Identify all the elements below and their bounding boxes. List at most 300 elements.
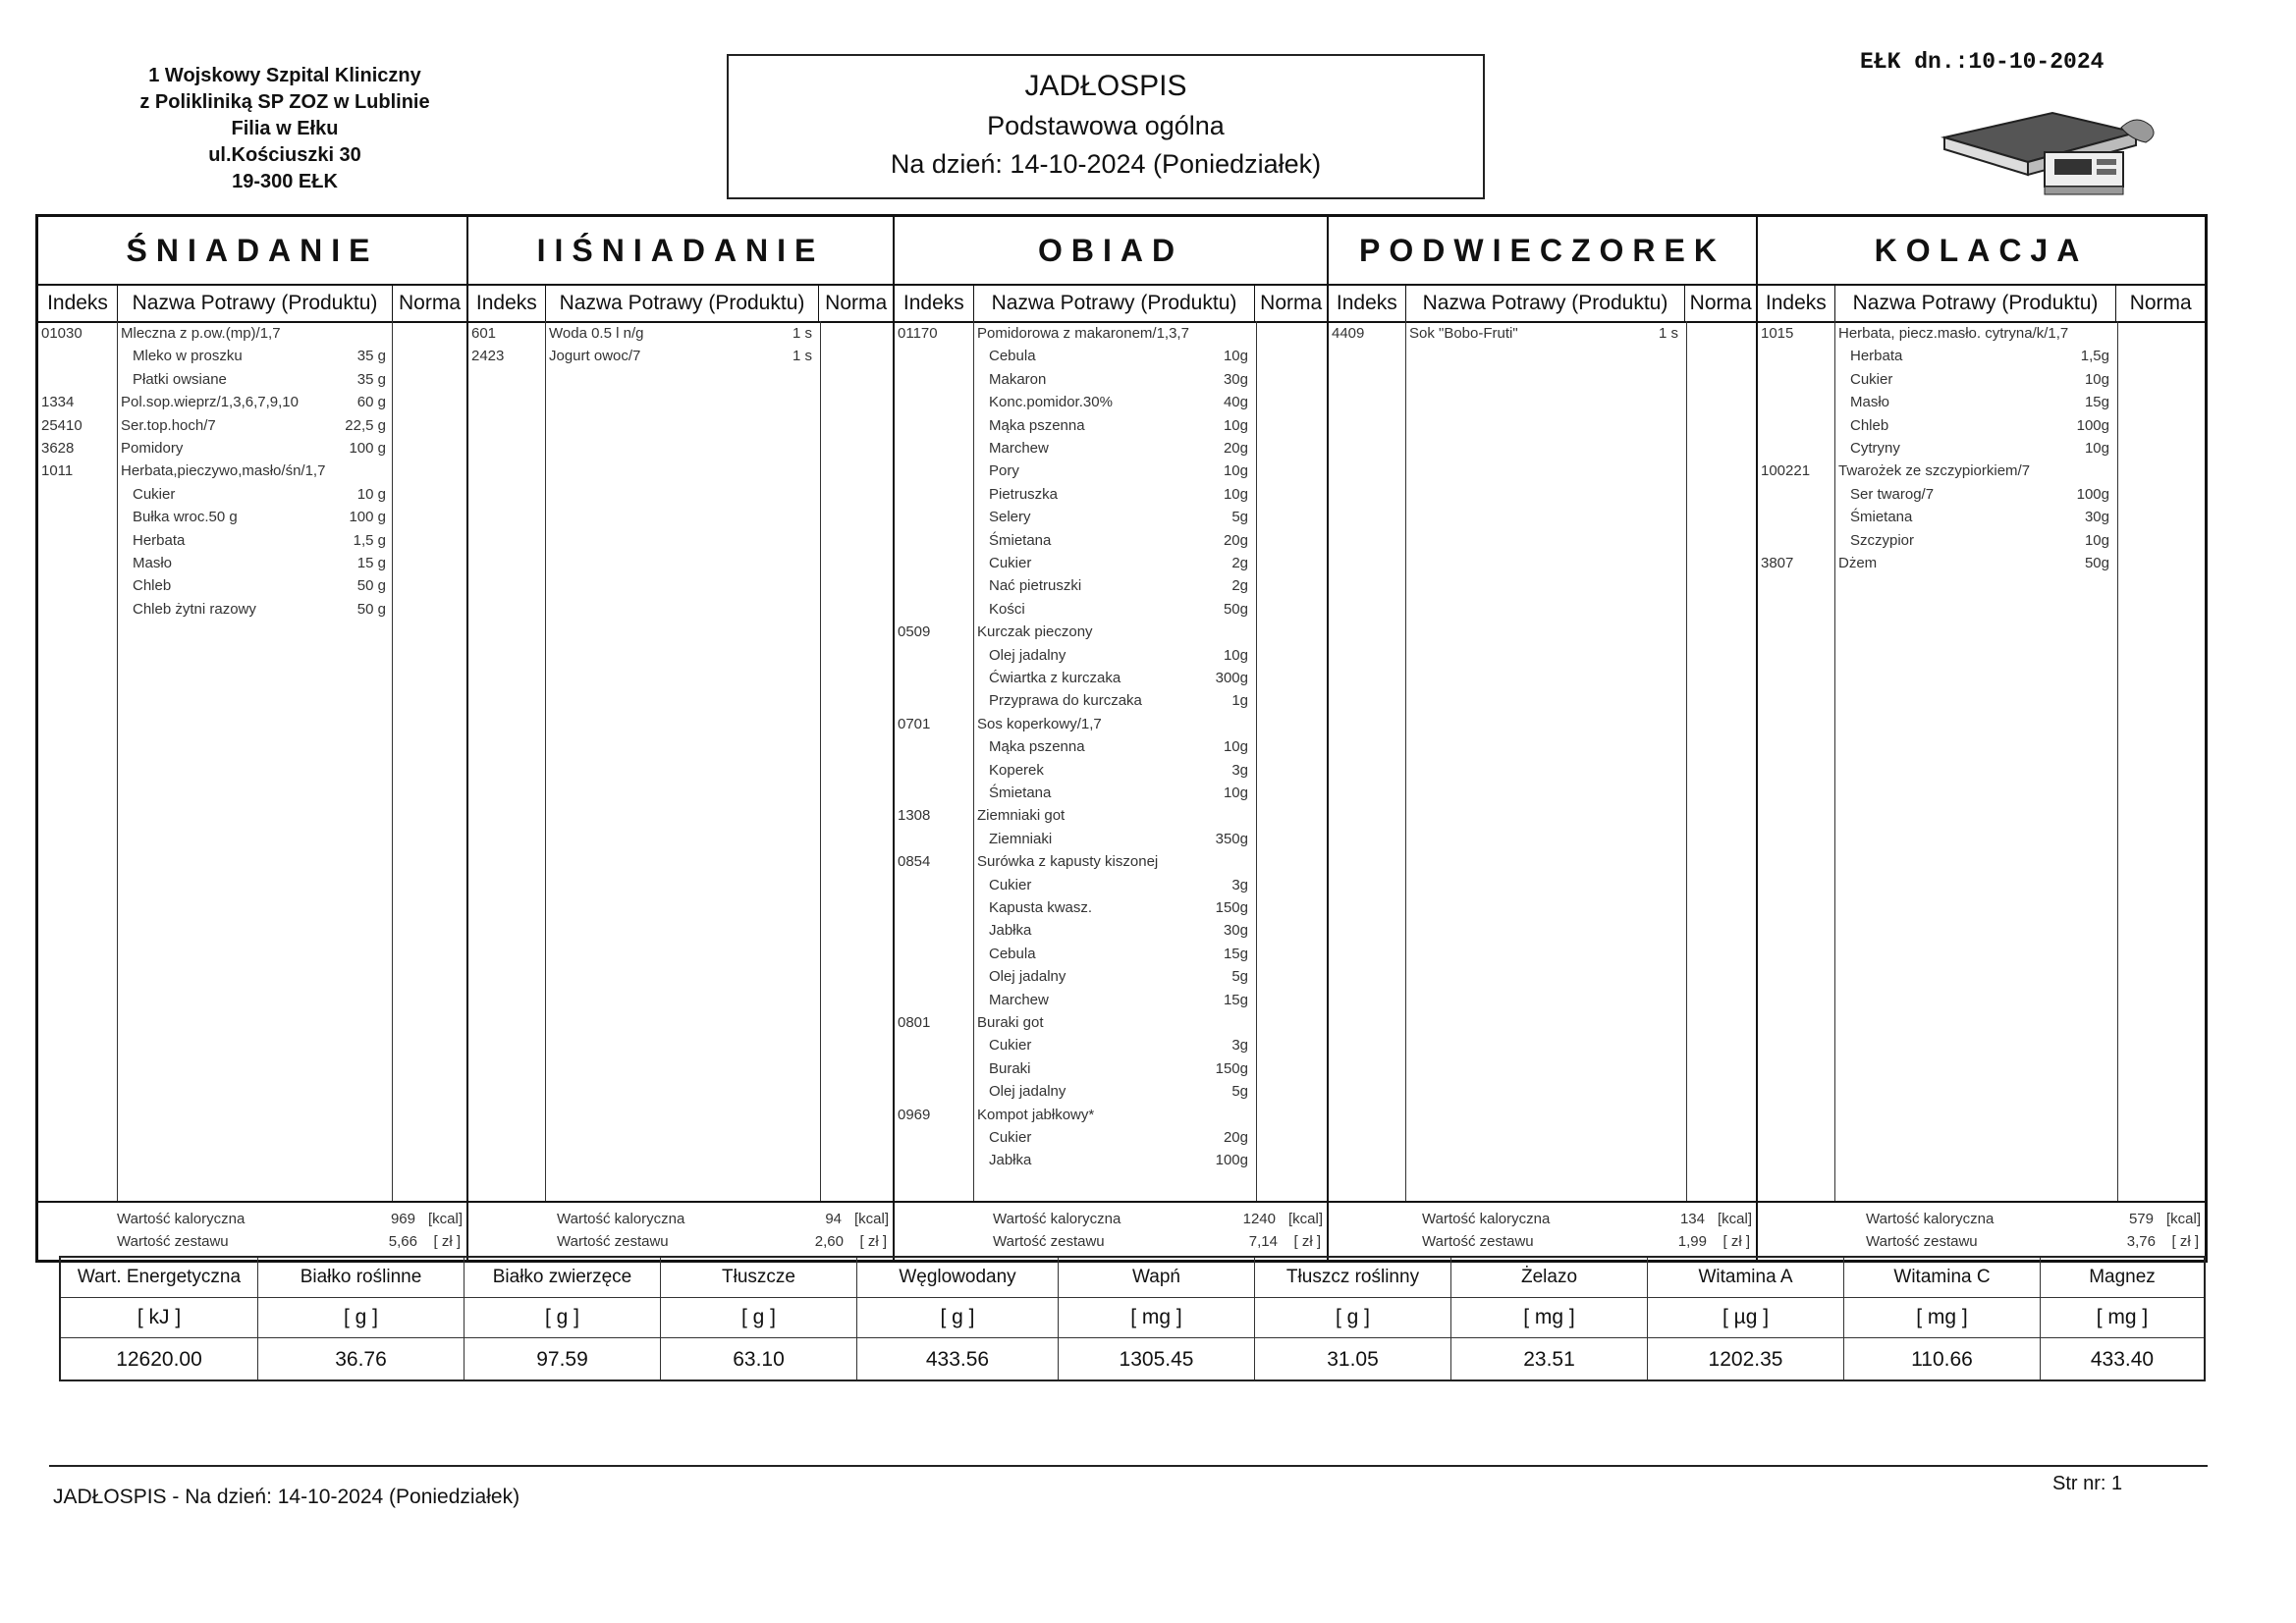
row-name: Buraki — [989, 1059, 1031, 1077]
nutrient-column — [1450, 1258, 1647, 1380]
row-norm: 15g — [1223, 945, 1248, 962]
row-index: 1015 — [1761, 325, 1794, 342]
kcal-unit: [kcal] — [1717, 1211, 1752, 1227]
row-norm: 10g — [1223, 348, 1248, 365]
nutrient-column — [2040, 1258, 2204, 1380]
nutrient-unit: [ g ] — [1255, 1298, 1450, 1338]
row-norm: 10g — [2084, 370, 2109, 388]
menu-row — [895, 462, 1327, 485]
row-name: Olej jadalny — [989, 968, 1066, 986]
row-norm: 40g — [1223, 394, 1248, 411]
meal-title: KOLACJA — [1758, 217, 2205, 286]
row-norm: 50g — [2084, 555, 2109, 571]
meal-items — [1329, 321, 1756, 1203]
meal-items — [38, 321, 466, 1203]
nutrient-name: Tłuszcz roślinny — [1255, 1258, 1450, 1298]
row-name: Kurczak pieczony — [977, 623, 1093, 641]
row-norm: 30g — [2084, 509, 2109, 526]
row-name: Kości — [989, 600, 1025, 618]
nutrient-column — [1647, 1258, 1843, 1380]
menu-row — [895, 946, 1327, 968]
row-name: Cebula — [989, 945, 1036, 962]
column-header-name: Nazwa Potrawy (Produktu) — [545, 286, 819, 321]
nutrient-value: 1305.45 — [1119, 1348, 1194, 1371]
row-name: Twarożek ze szczypiorkiem/7 — [1838, 462, 2031, 480]
row-norm: 100 g — [349, 509, 386, 526]
row-name: Herbata — [133, 531, 186, 549]
cost-label: Wartość zestawu — [993, 1233, 1105, 1250]
meal-title: PODWIECZOREK — [1329, 217, 1756, 286]
menu-row — [895, 784, 1327, 807]
nutrient-column — [257, 1258, 464, 1380]
row-norm: 5g — [1231, 1083, 1248, 1101]
row-norm: 15 g — [356, 555, 386, 571]
row-name: Woda 0.5 l n/g — [549, 325, 644, 342]
column-header-norm: Norma — [2115, 286, 2205, 321]
menu-row — [38, 371, 466, 394]
printer-icon — [1935, 108, 2165, 196]
menu-row — [38, 348, 466, 370]
row-index: 0969 — [898, 1106, 931, 1123]
nutrient-column — [1843, 1258, 2040, 1380]
row-name: Śmietana — [989, 531, 1052, 549]
column-header-norm: Norma — [1684, 286, 1756, 321]
row-norm: 2g — [1231, 555, 1248, 571]
row-index: 2423 — [471, 348, 505, 365]
hospital-line: 1 Wojskowy Szpital Kliniczny — [148, 65, 421, 86]
row-name: Mleko w proszku — [133, 348, 243, 365]
row-index: 25410 — [41, 416, 82, 434]
row-name: Herbata, piecz.masło. cytryna/k/1,7 — [1838, 325, 2069, 342]
kcal-label: Wartość kaloryczna — [557, 1211, 685, 1227]
menu-row — [895, 532, 1327, 555]
menu-row — [895, 738, 1327, 761]
row-index: 3807 — [1761, 555, 1794, 571]
nutrient-name: Witamina A — [1648, 1258, 1843, 1298]
menu-row — [1758, 555, 2205, 577]
menu-row — [38, 417, 466, 440]
row-name: Mąka pszenna — [989, 416, 1085, 434]
column-header-name: Nazwa Potrawy (Produktu) — [117, 286, 392, 321]
column-header-index: Indeks — [47, 292, 108, 314]
row-name: Herbata — [1850, 348, 1903, 365]
row-name: Herbata,pieczywo,masło/śn/1,7 — [121, 462, 326, 480]
menu-row — [38, 532, 466, 555]
row-name: Cebula — [989, 348, 1036, 365]
nutrient-name: Węglowodany — [857, 1258, 1058, 1298]
menu-row — [1758, 394, 2205, 416]
nutrient-unit: [ µg ] — [1648, 1298, 1843, 1338]
menu-row — [895, 670, 1327, 692]
column-header-norm: Norma — [392, 286, 466, 321]
row-name: Jabłka — [989, 922, 1032, 940]
meal-items — [895, 321, 1327, 1203]
cost-label: Wartość zestawu — [557, 1233, 669, 1250]
menu-row — [895, 394, 1327, 416]
menu-row — [895, 992, 1327, 1014]
nutrient-unit: [ mg ] — [1059, 1298, 1254, 1338]
kcal-unit: [kcal] — [427, 1211, 463, 1227]
column-header-norm: Norma — [1254, 286, 1327, 321]
row-name: Olej jadalny — [989, 1083, 1066, 1101]
meal-title: OBIAD — [895, 217, 1327, 286]
row-name: Przyprawa do kurczaka — [989, 692, 1142, 710]
nutrient-column — [61, 1258, 257, 1380]
row-name: Ziemniaki — [989, 830, 1053, 847]
menu-row — [1329, 325, 1756, 348]
menu-row — [895, 877, 1327, 899]
row-name: Ćwiartka z kurczaka — [989, 670, 1121, 686]
nutrient-column — [1254, 1258, 1450, 1380]
cost-label: Wartość zestawu — [1422, 1233, 1534, 1250]
nutrient-value: 1202.35 — [1708, 1348, 1783, 1371]
title-box — [727, 54, 1485, 199]
row-name: Śmietana — [989, 784, 1052, 801]
row-index: 1334 — [41, 394, 75, 411]
row-name: Ziemniaki got — [977, 807, 1066, 825]
row-name: Chleb — [1850, 416, 1889, 434]
nutrition-table — [59, 1256, 2206, 1381]
kcal-label: Wartość kaloryczna — [1866, 1211, 1995, 1227]
menu-row — [895, 440, 1327, 462]
row-name: Jogurt owoc/7 — [549, 348, 641, 365]
menu-row — [38, 577, 466, 600]
row-name: Koperek — [989, 761, 1044, 779]
row-name: Pietruszka — [989, 485, 1059, 503]
row-index: 1308 — [898, 807, 931, 825]
nutrient-value: 12620.00 — [116, 1348, 202, 1371]
nutrient-name: Tłuszcze — [661, 1258, 856, 1298]
nutrient-unit: [ g ] — [857, 1298, 1058, 1338]
menu-row — [895, 486, 1327, 509]
cost-unit: [ zł ] — [1722, 1233, 1750, 1250]
row-norm: 3g — [1231, 1037, 1248, 1055]
menu-row — [895, 853, 1327, 876]
nutrient-name: Witamina C — [1844, 1258, 2040, 1298]
menu-row — [895, 831, 1327, 853]
column-header-index: Indeks — [475, 292, 537, 314]
meal-title: IIŚNIADANIE — [468, 217, 893, 286]
row-index: 3628 — [41, 440, 75, 457]
row-index: 0854 — [898, 853, 931, 871]
menu-row — [38, 486, 466, 509]
row-norm: 100 g — [349, 440, 386, 457]
row-name: Cukier — [1850, 370, 1893, 388]
row-name: Dżem — [1838, 555, 1878, 571]
menu-row — [895, 1060, 1327, 1083]
page-number: Str nr: 1 — [2052, 1473, 2123, 1494]
kcal-value: 1240 — [1242, 1211, 1276, 1227]
menu-row — [895, 555, 1327, 577]
menu-row — [895, 1014, 1327, 1037]
row-name: Płatki owsiane — [133, 370, 227, 388]
row-name: Cukier — [989, 555, 1032, 571]
menu-row — [1758, 371, 2205, 394]
row-index: 601 — [471, 325, 497, 342]
cost-value: 7,14 — [1248, 1233, 1278, 1250]
meal-summary — [1758, 1201, 2205, 1260]
row-index: 0701 — [898, 715, 931, 732]
menu-row — [895, 968, 1327, 991]
row-norm: 2g — [1231, 577, 1248, 595]
row-name: Buraki got — [977, 1014, 1044, 1031]
cost-unit: [ zł ] — [859, 1233, 887, 1250]
menu-row — [38, 394, 466, 416]
cost-unit: [ zł ] — [1293, 1233, 1321, 1250]
nutrient-name: Wart. Energetyczna — [61, 1258, 257, 1298]
row-norm: 50 g — [356, 600, 386, 618]
nutrient-unit: [ mg ] — [1844, 1298, 2040, 1338]
row-name: Nać pietruszki — [989, 577, 1082, 595]
menu-row — [895, 899, 1327, 922]
kcal-label: Wartość kaloryczna — [117, 1211, 246, 1227]
nutrient-unit: [ mg ] — [1451, 1298, 1647, 1338]
column-headers — [1329, 286, 1756, 323]
menu-row — [1758, 509, 2205, 531]
column-header-name: Nazwa Potrawy (Produktu) — [1405, 286, 1685, 321]
row-index: 0509 — [898, 623, 931, 641]
footer-title: JADŁOSPIS - Na dzień: 14-10-2024 (Poniedziałek) — [53, 1486, 520, 1508]
cost-value: 5,66 — [388, 1233, 417, 1250]
column-header-index: Indeks — [1336, 292, 1397, 314]
nutrient-name: Białko roślinne — [258, 1258, 464, 1298]
row-index: 100221 — [1761, 462, 1811, 480]
meal-column — [38, 217, 466, 1260]
menu-table — [35, 214, 2208, 1263]
row-name: Surówka z kapusty kiszonej — [977, 853, 1159, 871]
row-norm: 35 g — [356, 370, 386, 388]
nutrient-column — [856, 1258, 1058, 1380]
row-norm: 35 g — [356, 348, 386, 365]
menu-date: Na dzień: 14-10-2024 (Poniedziałek) — [890, 149, 1322, 179]
nutrient-column — [464, 1258, 660, 1380]
row-norm: 15g — [1223, 991, 1248, 1008]
meal-summary — [1329, 1201, 1756, 1260]
kcal-value: 969 — [390, 1211, 415, 1227]
column-headers — [1758, 286, 2205, 323]
diet-name: Podstawowa ogólna — [987, 111, 1225, 140]
row-index: 1011 — [41, 462, 74, 480]
row-norm: 22,5 g — [345, 416, 386, 434]
row-name: Sok "Bobo-Fruti" — [1409, 325, 1518, 342]
kcal-label: Wartość kaloryczna — [993, 1211, 1121, 1227]
row-name: Cytryny — [1850, 440, 1900, 457]
nutrient-unit: [ kJ ] — [61, 1298, 257, 1338]
row-name: Chleb żytni razowy — [133, 600, 256, 618]
row-name: Selery — [989, 509, 1031, 526]
row-norm: 20g — [1223, 531, 1248, 549]
column-header-name: Nazwa Potrawy (Produktu) — [973, 286, 1255, 321]
menu-row — [895, 692, 1327, 715]
menu-row — [895, 1152, 1327, 1174]
column-header-index: Indeks — [902, 292, 964, 314]
row-name: Cukier — [989, 1037, 1032, 1055]
column-headers — [38, 286, 466, 323]
hospital-line: z Polikliniką SP ZOZ w Lublinie — [139, 91, 430, 113]
nutrient-value: 433.56 — [925, 1348, 990, 1371]
nutrient-column — [1058, 1258, 1254, 1380]
row-name: Ser.top.hoch/7 — [121, 416, 216, 434]
menu-row — [38, 462, 466, 485]
menu-row — [1758, 532, 2205, 555]
hospital-line: Filia w Ełku — [231, 118, 339, 139]
row-norm: 20g — [1223, 1129, 1248, 1146]
nutrient-value: 31.05 — [1327, 1348, 1379, 1371]
nutrient-value: 36.76 — [335, 1348, 387, 1371]
hospital-line: 19-300 EŁK — [232, 171, 338, 192]
meal-title: ŚNIADANIE — [38, 217, 466, 286]
row-norm: 1,5 g — [353, 531, 386, 549]
menu-row — [1758, 486, 2205, 509]
meal-summary — [895, 1201, 1327, 1260]
row-norm: 100g — [2076, 416, 2109, 434]
row-norm: 3g — [1231, 876, 1248, 893]
row-name: Śmietana — [1850, 509, 1913, 526]
row-norm: 10g — [1223, 646, 1248, 664]
menu-row — [38, 555, 466, 577]
menu-row — [895, 348, 1327, 370]
menu-row — [895, 371, 1327, 394]
row-norm: 10g — [1223, 738, 1248, 756]
column-header-index: Indeks — [1765, 292, 1827, 314]
menu-row — [895, 762, 1327, 784]
row-norm: 350g — [1215, 830, 1248, 847]
row-name: Mąka pszenna — [989, 738, 1085, 756]
menu-row — [38, 325, 466, 348]
row-norm: 1g — [1231, 692, 1248, 710]
row-name: Pol.sop.wieprz/1,3,6,7,9,10 — [121, 394, 299, 411]
row-norm: 10g — [1223, 416, 1248, 434]
row-name: Chleb — [133, 577, 172, 595]
cost-label: Wartość zestawu — [117, 1233, 229, 1250]
row-name: Marchew — [989, 440, 1049, 457]
hospital-line: ul.Kościuszki 30 — [208, 144, 361, 166]
nutrient-unit: [ g ] — [661, 1298, 856, 1338]
row-norm: 300g — [1215, 670, 1248, 686]
row-norm: 50 g — [356, 577, 386, 595]
column-divider — [820, 321, 821, 1203]
row-name: Kapusta kwasz. — [989, 899, 1093, 916]
row-norm: 5g — [1231, 968, 1248, 986]
menu-row — [895, 1107, 1327, 1129]
menu-row — [895, 1129, 1327, 1152]
row-norm: 20g — [1223, 440, 1248, 457]
row-name: Konc.pomidor.30% — [989, 394, 1113, 411]
menu-row — [38, 601, 466, 623]
menu-row — [895, 1083, 1327, 1106]
menu-row — [1758, 440, 2205, 462]
cost-value: 3,76 — [2126, 1233, 2156, 1250]
row-index: 0801 — [898, 1014, 931, 1031]
row-name: Pomidory — [121, 440, 184, 457]
row-index: 01030 — [41, 325, 82, 342]
meal-column — [466, 217, 893, 1260]
menu-row — [895, 509, 1327, 531]
nutrient-value: 110.66 — [1911, 1348, 1973, 1371]
row-norm: 100g — [1215, 1152, 1248, 1169]
meal-summary — [468, 1201, 893, 1260]
kcal-unit: [kcal] — [2165, 1211, 2201, 1227]
footer-divider — [49, 1465, 2208, 1467]
nutrient-unit: [ g ] — [465, 1298, 660, 1338]
cost-unit: [ zł ] — [2171, 1233, 2199, 1250]
menu-row — [1758, 417, 2205, 440]
nutrient-unit: [ g ] — [258, 1298, 464, 1338]
row-name: Olej jadalny — [989, 646, 1066, 664]
row-norm: 15g — [2084, 394, 2109, 411]
column-header-norm: Norma — [818, 286, 893, 321]
row-name: Jabłka — [989, 1152, 1032, 1169]
row-norm: 10g — [2084, 531, 2109, 549]
issue-date: EŁK dn.:10-10-2024 — [1860, 49, 2105, 75]
nutrient-column — [660, 1258, 856, 1380]
meal-column — [1327, 217, 1756, 1260]
row-norm: 1 s — [792, 348, 812, 365]
meal-items — [1758, 321, 2205, 1203]
row-norm: 10g — [2084, 440, 2109, 457]
nutrient-value: 23.51 — [1523, 1348, 1575, 1371]
row-norm: 30g — [1223, 922, 1248, 940]
menu-row — [1758, 462, 2205, 485]
column-divider — [1405, 321, 1406, 1203]
row-name: Cukier — [989, 1129, 1032, 1146]
menu-row — [895, 577, 1327, 600]
menu-row — [38, 440, 466, 462]
column-headers — [895, 286, 1327, 323]
row-name: Pory — [989, 462, 1019, 480]
menu-row — [895, 647, 1327, 670]
row-norm: 10g — [1223, 485, 1248, 503]
nutrient-name: Wapń — [1059, 1258, 1254, 1298]
row-name: Bułka wroc.50 g — [133, 509, 238, 526]
row-name: Cukier — [989, 876, 1032, 893]
menu-row — [895, 325, 1327, 348]
cost-unit: [ zł ] — [433, 1233, 461, 1250]
nutrient-value: 433.40 — [2090, 1348, 2155, 1371]
row-name: Sos koperkowy/1,7 — [977, 715, 1102, 732]
row-norm: 30g — [1223, 370, 1248, 388]
kcal-label: Wartość kaloryczna — [1422, 1211, 1551, 1227]
column-divider — [1686, 321, 1687, 1203]
menu-row — [895, 922, 1327, 945]
row-norm: 10 g — [356, 485, 386, 503]
cost-value: 2,60 — [814, 1233, 844, 1250]
row-name: Marchew — [989, 991, 1049, 1008]
nutrient-name: Białko zwierzęce — [465, 1258, 660, 1298]
menu-row — [895, 623, 1327, 646]
kcal-unit: [kcal] — [853, 1211, 889, 1227]
meal-column — [893, 217, 1327, 1260]
menu-row — [468, 325, 893, 348]
row-norm: 100g — [2076, 485, 2109, 503]
row-norm: 5g — [1231, 509, 1248, 526]
row-name: Masło — [1850, 394, 1890, 411]
kcal-value: 94 — [825, 1211, 842, 1227]
meal-summary — [38, 1201, 466, 1260]
row-name: Szczypior — [1850, 531, 1915, 549]
kcal-value: 579 — [2128, 1211, 2154, 1227]
nutrient-name: Żelazo — [1451, 1258, 1647, 1298]
nutrient-unit: [ mg ] — [2041, 1298, 2204, 1338]
row-norm: 1 s — [792, 325, 812, 342]
row-norm: 60 g — [356, 394, 386, 411]
row-name: Mleczna z p.ow.(mp)/1,7 — [121, 325, 281, 342]
menu-row — [895, 716, 1327, 738]
meal-column — [1756, 217, 2205, 1260]
row-norm: 1,5g — [2080, 348, 2109, 365]
nutrient-value: 63.10 — [733, 1348, 785, 1371]
menu-row — [468, 348, 893, 370]
